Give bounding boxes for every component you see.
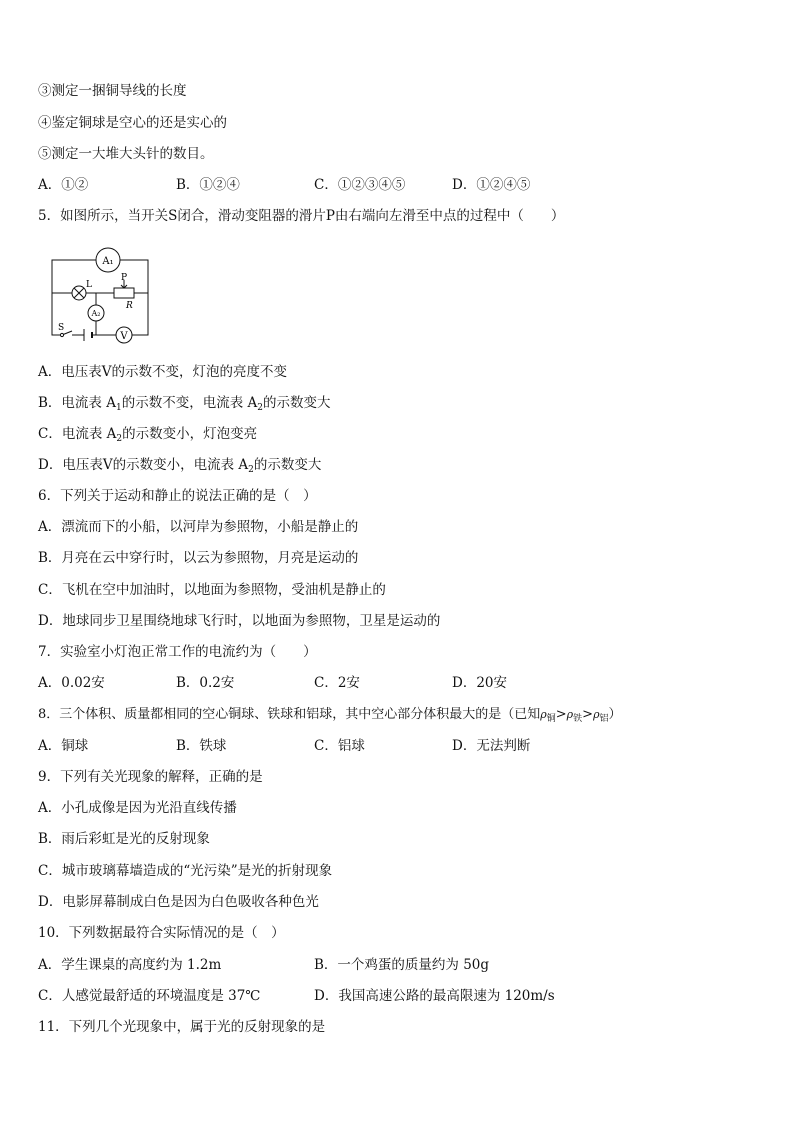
voltmeter-label: V [120, 331, 128, 342]
lamp-label: L [86, 280, 92, 290]
q7-option-b: B．0.2安 [176, 675, 235, 691]
q9-option-c: C．城市玻璃幕墙造成的“光污染”是光的折射现象 [38, 863, 333, 879]
q4-option-a: A．①② [38, 177, 89, 193]
q8-option-b: B．铁球 [176, 738, 227, 754]
q7-option-a: A．0.02安 [38, 675, 105, 691]
q5-option-d: D．电压表V的示数变小，电流表 $A_2$的示数变大 [38, 457, 322, 475]
q9-option-b: B．雨后彩虹是光的反射现象 [38, 831, 210, 847]
q10-option-c: C．人感觉最舒适的环境温度是 37℃ [38, 988, 261, 1004]
q9-option-d: D．电影屏幕制成白色是因为白色吸收各种色光 [38, 894, 319, 910]
q8-option-c: C．铝球 [314, 738, 365, 754]
q6-option-c: C．飞机在空中加油时，以地面为参照物，受油机是静止的 [38, 582, 386, 598]
q11-stem: 11．下列几个光现象中，属于光的反射现象的是 [38, 1019, 326, 1035]
q5-stem: 5．如图所示，当开关S闭合，滑动变阻器的滑片P由右端向左滑至中点的过程中（ ） [38, 208, 565, 224]
q6-option-d: D．地球同步卫星围绕地球飞行时，以地面为参照物，卫星是运动的 [38, 613, 441, 629]
q9-stem: 9．下列有关光现象的解释，正确的是 [38, 769, 263, 785]
circuit-diagram [44, 240, 160, 348]
q10-option-d: D．我国高速公路的最高限速为 120m/s [314, 988, 555, 1004]
item-4: ④鉴定铜球是空心的还是实心的 [38, 115, 227, 131]
q5-option-b: B．电流表 $A_1$的示数不变，电流表 $A_2$的示数变大 [38, 395, 331, 413]
q7-stem: 7．实验室小灯泡正常工作的电流约为（ ） [38, 644, 317, 660]
ammeter-a2-label: A₂ [91, 309, 101, 318]
q8-option-d: D．无法判断 [452, 738, 531, 754]
item-5: ⑤测定一大堆大头针的数目。 [38, 146, 214, 162]
q4-option-d: D．①②④⑤ [452, 177, 531, 193]
q5-option-c: C．电流表 $A_2$的示数变小，灯泡变亮 [38, 426, 258, 444]
q8-option-a: A．铜球 [38, 738, 89, 754]
q9-option-a: A．小孔成像是因为光沿直线传播 [38, 800, 237, 816]
q7-option-d: D．20安 [452, 675, 508, 691]
q10-option-a: A．学生课桌的高度约为 1.2m [38, 957, 222, 973]
q6-option-a: A．漂流而下的小船，以河岸为参照物，小船是静止的 [38, 519, 359, 535]
switch-label: S [58, 323, 65, 333]
q5-option-a: A．电压表V的示数不变，灯泡的亮度不变 [38, 364, 287, 380]
q7-option-c: C．2安 [314, 675, 360, 691]
resistor-label: R [126, 301, 133, 311]
q10-option-b: B．一个鸡蛋的质量约为 50g [314, 957, 490, 973]
ammeter-a1-label: A₁ [102, 256, 114, 267]
q4-option-c: C．①②③④⑤ [314, 177, 406, 193]
slider-label: P [121, 273, 128, 283]
q6-stem: 6．下列关于运动和静止的说法正确的是（ ） [38, 488, 317, 504]
q6-option-b: B．月亮在云中穿行时，以云为参照物，月亮是运动的 [38, 550, 359, 566]
q10-stem: 10．下列数据最符合实际情况的是（ ） [38, 925, 285, 941]
q8-stem: 8．三个体积、质量都相同的空心铜球、铁球和铝球，其中空心部分体积最大的是（已知$\rho_铜>\rho_铁>\rho_铝$） [38, 707, 622, 724]
item-3: ③测定一捆铜导线的长度 [38, 83, 187, 99]
q4-option-b: B．①②④ [176, 177, 240, 193]
